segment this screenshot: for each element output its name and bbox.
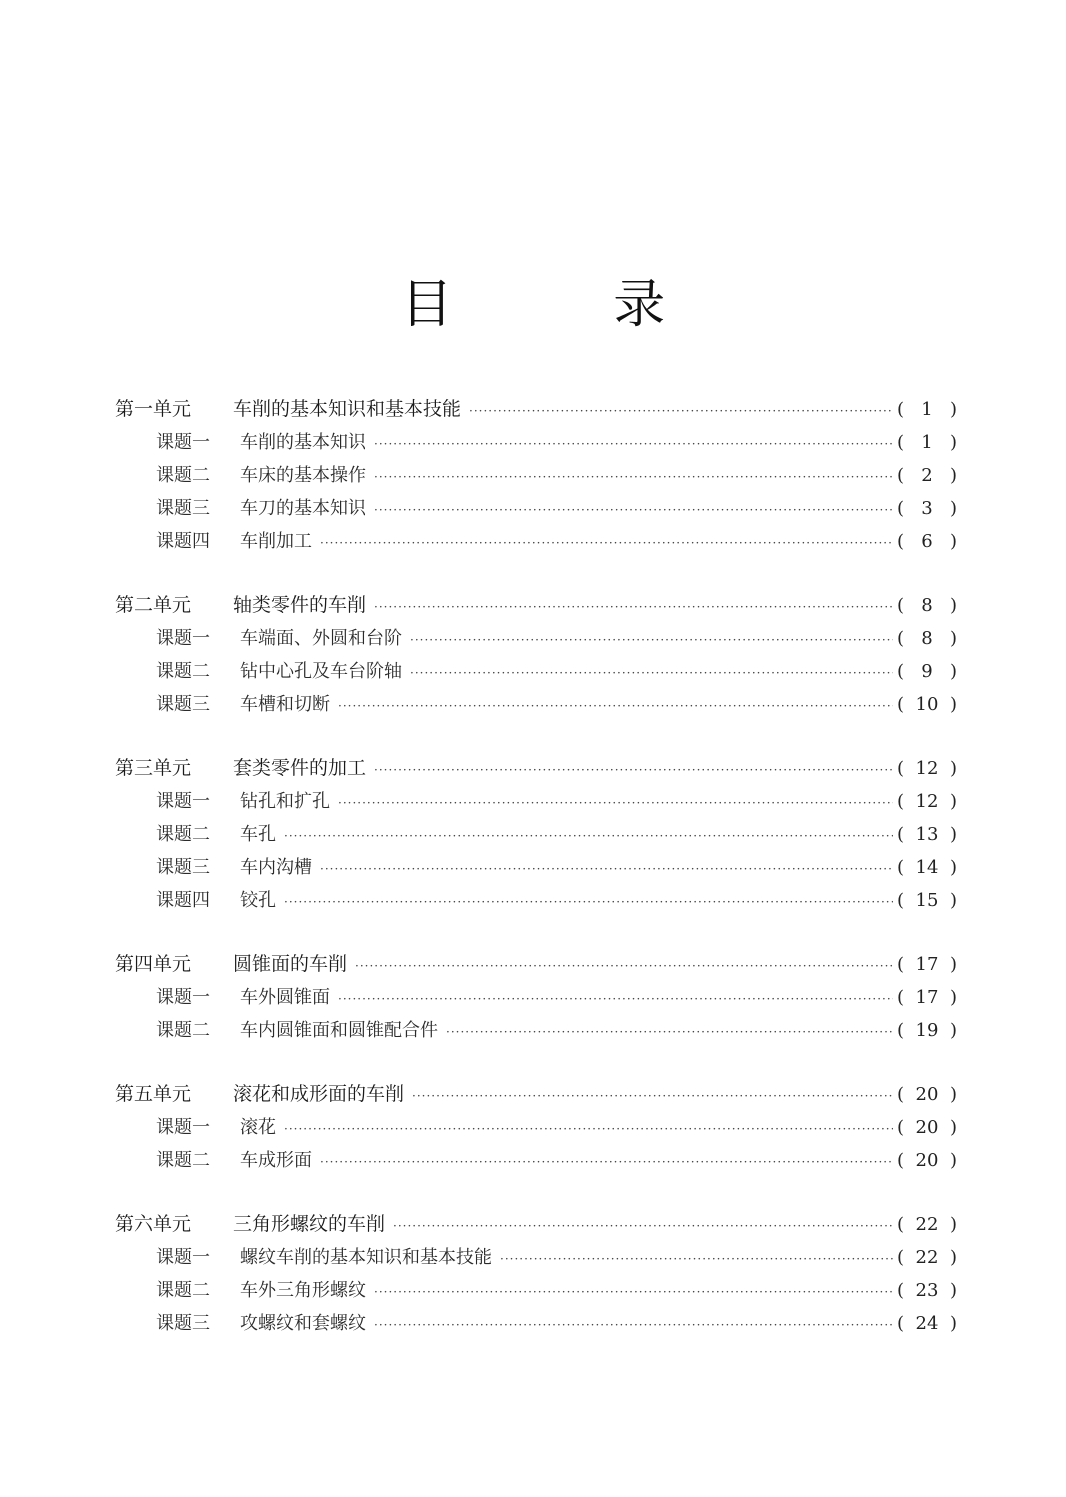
- page-number: 22: [915, 1214, 939, 1235]
- lesson-title: 车削的基本知识: [240, 432, 366, 453]
- page-ref: [893, 1208, 957, 1241]
- close-paren: ): [949, 1280, 957, 1301]
- unit-title: 滚花和成形面的车削: [233, 1083, 405, 1105]
- close-paren: ): [949, 628, 957, 649]
- page-ref: [893, 1307, 957, 1340]
- toc-unit-entry[interactable]: [115, 393, 957, 426]
- lesson-title: 车端面、外圆和台阶: [240, 628, 402, 649]
- toc-unit-block: [115, 948, 957, 1047]
- page-number: 13: [915, 824, 939, 845]
- dot-leader: [374, 1276, 893, 1309]
- page-number: 8: [921, 595, 933, 616]
- dot-leader: [338, 787, 893, 820]
- toc-lesson-entry[interactable]: [115, 981, 957, 1014]
- toc-lesson-entry[interactable]: [115, 622, 957, 655]
- page-number: 22: [915, 1247, 939, 1268]
- dot-leader: [284, 886, 893, 919]
- lesson-number: 课题一: [156, 628, 210, 649]
- dot-leader: [374, 1309, 893, 1342]
- open-paren: (: [897, 694, 905, 715]
- toc-unit-entry[interactable]: [115, 589, 957, 622]
- lesson-number: 课题二: [156, 465, 210, 486]
- toc-lesson-entry[interactable]: [115, 818, 957, 851]
- lesson-title: 螺纹车削的基本知识和基本技能: [240, 1247, 492, 1268]
- page-title: 目 录: [400, 274, 738, 335]
- page-ref: [893, 525, 957, 558]
- page-ref: [893, 884, 957, 917]
- page-number: 24: [915, 1313, 939, 1334]
- close-paren: ): [949, 1084, 957, 1105]
- page-ref: [893, 785, 957, 818]
- toc-unit-entry[interactable]: [115, 1078, 957, 1111]
- unit-title: 车削的基本知识和基本技能: [233, 398, 462, 420]
- toc-lesson-entry[interactable]: [115, 1274, 957, 1307]
- toc-lesson-entry[interactable]: [115, 492, 957, 525]
- open-paren: (: [897, 791, 905, 812]
- unit-number: 第三单元: [115, 757, 192, 779]
- unit-number: 第六单元: [115, 1213, 192, 1235]
- page-number: 20: [915, 1084, 939, 1105]
- lesson-number: 课题二: [156, 824, 210, 845]
- dot-leader: [355, 950, 893, 983]
- close-paren: ): [949, 1150, 957, 1171]
- page-number: 17: [915, 987, 939, 1008]
- page-ref: [893, 1014, 957, 1047]
- lesson-title: 车孔: [240, 824, 276, 845]
- toc-unit-block: [115, 589, 957, 721]
- close-paren: ): [949, 432, 957, 453]
- table-of-contents: [115, 393, 957, 1371]
- lesson-title: 钻孔和扩孔: [240, 791, 330, 812]
- dot-leader: [338, 690, 893, 723]
- toc-unit-entry[interactable]: [115, 1208, 957, 1241]
- close-paren: ): [949, 465, 957, 486]
- page-ref: [893, 1078, 957, 1111]
- toc-lesson-entry[interactable]: [115, 1111, 957, 1144]
- open-paren: (: [897, 465, 905, 486]
- toc-unit-entry[interactable]: [115, 948, 957, 981]
- dot-leader: [410, 657, 893, 690]
- close-paren: ): [949, 1020, 957, 1041]
- unit-title: 套类零件的加工: [233, 757, 367, 779]
- page-number: 10: [915, 694, 939, 715]
- page-number: 19: [915, 1020, 939, 1041]
- open-paren: (: [897, 1214, 905, 1235]
- page-ref: [893, 1144, 957, 1177]
- toc-lesson-entry[interactable]: [115, 1014, 957, 1047]
- toc-lesson-entry[interactable]: [115, 426, 957, 459]
- unit-title: 圆锥面的车削: [233, 953, 348, 975]
- toc-unit-block: [115, 1208, 957, 1340]
- toc-lesson-entry[interactable]: [115, 785, 957, 818]
- dot-leader: [469, 395, 893, 428]
- close-paren: ): [949, 824, 957, 845]
- open-paren: (: [897, 498, 905, 519]
- page-number: 9: [921, 661, 933, 682]
- page-ref: [893, 851, 957, 884]
- lesson-number: 课题四: [156, 531, 210, 552]
- lesson-title: 滚花: [240, 1117, 276, 1138]
- page-number: 12: [915, 791, 939, 812]
- lesson-number: 课题四: [156, 890, 210, 911]
- dot-leader: [284, 820, 893, 853]
- page-number: 20: [915, 1150, 939, 1171]
- lesson-title: 铰孔: [240, 890, 276, 911]
- page-number: 20: [915, 1117, 939, 1138]
- lesson-number: 课题三: [156, 1313, 210, 1334]
- lesson-number: 课题二: [156, 661, 210, 682]
- open-paren: (: [897, 1313, 905, 1334]
- unit-title: 轴类零件的车削: [233, 594, 367, 616]
- dot-leader: [393, 1210, 893, 1243]
- page-number: 1: [921, 399, 933, 420]
- unit-number: 第二单元: [115, 594, 192, 616]
- dot-leader: [284, 1113, 893, 1146]
- dot-leader: [320, 853, 893, 886]
- page-ref: [893, 981, 957, 1014]
- open-paren: (: [897, 399, 905, 420]
- close-paren: ): [949, 595, 957, 616]
- open-paren: (: [897, 432, 905, 453]
- page-ref: [893, 1241, 957, 1274]
- toc-lesson-entry[interactable]: [115, 1144, 957, 1177]
- unit-number: 第四单元: [115, 953, 192, 975]
- page-number: 17: [915, 954, 939, 975]
- page-ref: [893, 818, 957, 851]
- toc-lesson-entry[interactable]: [115, 1241, 957, 1274]
- dot-leader: [320, 1146, 893, 1179]
- toc-unit-block: [115, 1078, 957, 1177]
- close-paren: ): [949, 890, 957, 911]
- page-ref: [893, 492, 957, 525]
- lesson-title: 攻螺纹和套螺纹: [240, 1313, 366, 1334]
- dot-leader: [320, 527, 893, 560]
- close-paren: ): [949, 694, 957, 715]
- lesson-title: 车槽和切断: [240, 694, 330, 715]
- lesson-title: 车刀的基本知识: [240, 498, 366, 519]
- lesson-number: 课题三: [156, 857, 210, 878]
- dot-leader: [446, 1016, 893, 1049]
- dot-leader: [374, 494, 893, 527]
- page-number: 23: [915, 1280, 939, 1301]
- toc-lesson-entry[interactable]: [115, 655, 957, 688]
- close-paren: ): [949, 498, 957, 519]
- page-ref: [893, 1111, 957, 1144]
- open-paren: (: [897, 954, 905, 975]
- page-number: 6: [921, 531, 933, 552]
- toc-lesson-entry[interactable]: [115, 884, 957, 917]
- unit-title: 三角形螺纹的车削: [233, 1213, 386, 1235]
- open-paren: (: [897, 628, 905, 649]
- close-paren: ): [949, 1117, 957, 1138]
- page-ref: [893, 688, 957, 721]
- close-paren: ): [949, 954, 957, 975]
- page-number: 15: [915, 890, 939, 911]
- page-ref: [893, 459, 957, 492]
- page-number: 14: [915, 857, 939, 878]
- open-paren: (: [897, 987, 905, 1008]
- page-ref: [893, 655, 957, 688]
- open-paren: (: [897, 1084, 905, 1105]
- open-paren: (: [897, 890, 905, 911]
- lesson-number: 课题三: [156, 498, 210, 519]
- page-number: 2: [921, 465, 933, 486]
- open-paren: (: [897, 531, 905, 552]
- toc-unit-block: [115, 752, 957, 917]
- open-paren: (: [897, 1247, 905, 1268]
- close-paren: ): [949, 1247, 957, 1268]
- page-ref: [893, 622, 957, 655]
- page-ref: [893, 752, 957, 785]
- open-paren: (: [897, 1280, 905, 1301]
- close-paren: ): [949, 987, 957, 1008]
- open-paren: (: [897, 1020, 905, 1041]
- toc-lesson-entry[interactable]: [115, 688, 957, 721]
- lesson-title: 钻中心孔及车台阶轴: [240, 661, 402, 682]
- dot-leader: [374, 754, 893, 787]
- lesson-title: 车削加工: [240, 531, 312, 552]
- open-paren: (: [897, 1117, 905, 1138]
- dot-leader: [500, 1243, 893, 1276]
- lesson-title: 车床的基本操作: [240, 465, 366, 486]
- lesson-title: 车内沟槽: [240, 857, 312, 878]
- toc-lesson-entry[interactable]: [115, 851, 957, 884]
- lesson-number: 课题一: [156, 791, 210, 812]
- close-paren: ): [949, 857, 957, 878]
- toc-lesson-entry[interactable]: [115, 525, 957, 558]
- lesson-number: 课题一: [156, 432, 210, 453]
- lesson-number: 课题一: [156, 987, 210, 1008]
- toc-unit-entry[interactable]: [115, 752, 957, 785]
- page-number: 1: [921, 432, 933, 453]
- dot-leader: [410, 624, 893, 657]
- lesson-title: 车外圆锥面: [240, 987, 330, 1008]
- lesson-number: 课题三: [156, 694, 210, 715]
- lesson-number: 课题二: [156, 1020, 210, 1041]
- lesson-number: 课题二: [156, 1150, 210, 1171]
- page-number: 3: [921, 498, 933, 519]
- close-paren: ): [949, 1313, 957, 1334]
- toc-unit-block: [115, 393, 957, 558]
- lesson-title: 车外三角形螺纹: [240, 1280, 366, 1301]
- close-paren: ): [949, 758, 957, 779]
- page-ref: [893, 393, 957, 426]
- lesson-number: 课题二: [156, 1280, 210, 1301]
- dot-leader: [412, 1080, 893, 1113]
- unit-number: 第一单元: [115, 398, 192, 420]
- lesson-number: 课题一: [156, 1117, 210, 1138]
- open-paren: (: [897, 758, 905, 779]
- close-paren: ): [949, 1214, 957, 1235]
- unit-number: 第五单元: [115, 1083, 192, 1105]
- lesson-title: 车成形面: [240, 1150, 312, 1171]
- close-paren: ): [949, 661, 957, 682]
- open-paren: (: [897, 824, 905, 845]
- dot-leader: [338, 983, 893, 1016]
- dot-leader: [374, 591, 893, 624]
- close-paren: ): [949, 791, 957, 812]
- lesson-number: 课题一: [156, 1247, 210, 1268]
- open-paren: (: [897, 661, 905, 682]
- page-ref: [893, 589, 957, 622]
- page-number: 12: [915, 758, 939, 779]
- toc-lesson-entry[interactable]: [115, 459, 957, 492]
- open-paren: (: [897, 857, 905, 878]
- open-paren: (: [897, 1150, 905, 1171]
- page-number: 8: [921, 628, 933, 649]
- dot-leader: [374, 428, 893, 461]
- lesson-title: 车内圆锥面和圆锥配合件: [240, 1020, 438, 1041]
- open-paren: (: [897, 595, 905, 616]
- page-ref: [893, 1274, 957, 1307]
- page-ref: [893, 426, 957, 459]
- dot-leader: [374, 461, 893, 494]
- toc-lesson-entry[interactable]: [115, 1307, 957, 1340]
- close-paren: ): [949, 399, 957, 420]
- page-ref: [893, 948, 957, 981]
- close-paren: ): [949, 531, 957, 552]
